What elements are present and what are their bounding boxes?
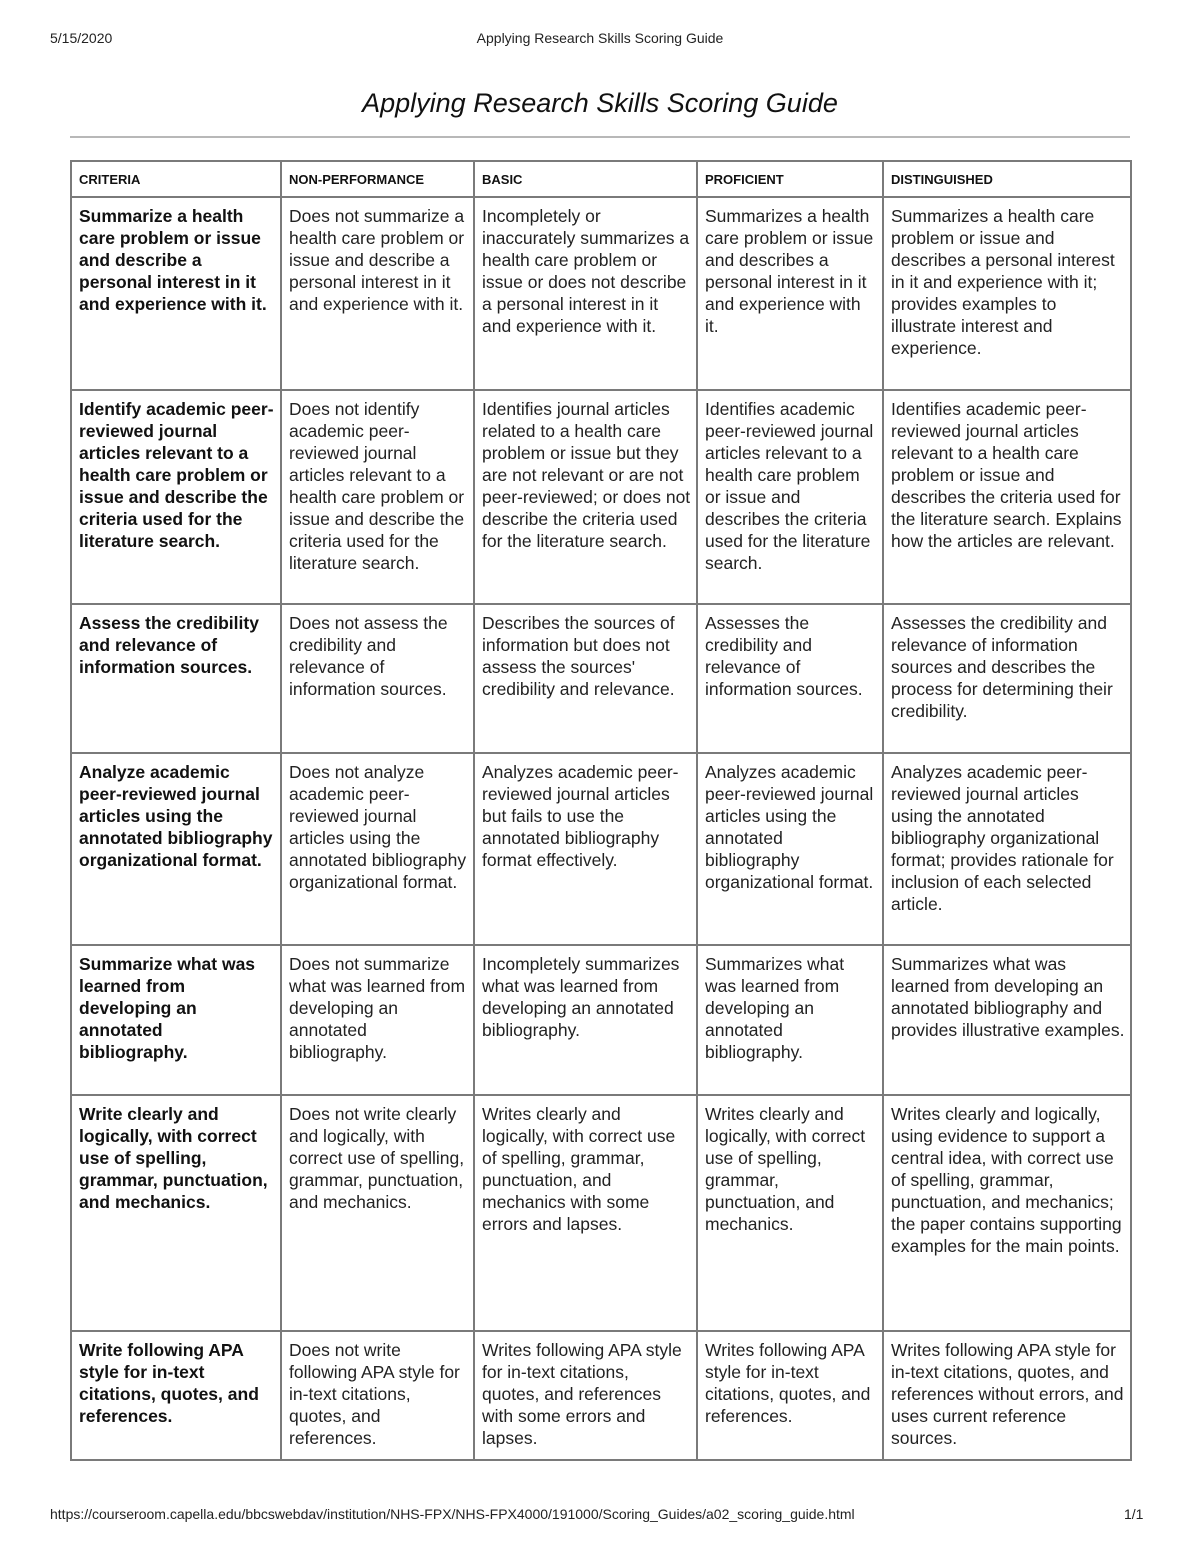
basic-cell: Incompletely summarizes what was learned from developing an annotated bibliography. (474, 945, 697, 1095)
non-performance-cell: Does not summarize a health care problem or issue and describe a personal interest in it and experience with it. (281, 197, 474, 390)
page-title: Applying Research Skills Scoring Guide (362, 88, 838, 118)
column-header-proficient: PROFICIENT (697, 161, 883, 197)
non-performance-cell: Does not analyze academic peer-reviewed journal articles using the annotated bibliography organizational format. (281, 753, 474, 945)
table-row (71, 1095, 1131, 1331)
table-row (71, 390, 1131, 604)
proficient-cell: Summarizes a health care problem or issue and describes a personal interest in it and experience with it. (697, 197, 883, 390)
criteria-cell: Identify academic peer-reviewed journal articles relevant to a health care problem or issue and describe the criteria used for the literature search. (71, 390, 281, 604)
table-row (71, 604, 1131, 753)
title-divider (70, 136, 1130, 138)
criteria-cell: Assess the credibility and relevance of information sources. (71, 604, 281, 753)
proficient-cell: Identifies academic peer-reviewed journal articles relevant to a health care problem or issue and describes the criteria used for the literature search. (697, 390, 883, 604)
print-date: 5/15/2020 (50, 30, 113, 46)
proficient-cell: Writes clearly and logically, with correct use of spelling, grammar, punctuation, and mechanics. (697, 1095, 883, 1331)
non-performance-cell: Does not identify academic peer-reviewed journal articles relevant to a health care problem or issue and describe the criteria used for the literature search. (281, 390, 474, 604)
basic-cell: Writes following APA style for in-text citations, quotes, and references with some errors and lapses. (474, 1331, 697, 1460)
column-header-basic: BASIC (474, 161, 697, 197)
print-footer-url: https://courseroom.capella.edu/bbcswebdav/institution/NHS-FPX/NHS-FPX4000/191000/Scoring_Guides/a02_scoring_guide.html (50, 1506, 855, 1522)
distinguished-cell: Analyzes academic peer-reviewed journal articles using the annotated bibliography organizational format; provides rationale for inclusion of each selected article. (883, 753, 1131, 945)
basic-cell: Writes clearly and logically, with correct use of spelling, grammar, punctuation, and mechanics with some errors and lapses. (474, 1095, 697, 1331)
table-row (71, 753, 1131, 945)
basic-cell: Analyzes academic peer-reviewed journal articles but fails to use the annotated bibliography format effectively. (474, 753, 697, 945)
table-row (71, 945, 1131, 1095)
criteria-cell: Summarize a health care problem or issue and describe a personal interest in it and experience with it. (71, 197, 281, 390)
non-performance-cell: Does not assess the credibility and relevance of information sources. (281, 604, 474, 753)
proficient-cell: Assesses the credibility and relevance of information sources. (697, 604, 883, 753)
criteria-cell: Summarize what was learned from developing an annotated bibliography. (71, 945, 281, 1095)
column-header-distinguished: DISTINGUISHED (883, 161, 1131, 197)
table-header-row (71, 161, 1131, 197)
distinguished-cell: Summarizes a health care problem or issue and describes a personal interest in it and experience with it; provides examples to illustrate interest and experience. (883, 197, 1131, 390)
scoring-guide-table (70, 160, 1132, 1461)
non-performance-cell: Does not write clearly and logically, with correct use of spelling, grammar, punctuation, and mechanics. (281, 1095, 474, 1331)
distinguished-cell: Writes clearly and logically, using evidence to support a central idea, with correct use of spelling, grammar, punctuation, and mechanics; the paper contains supporting examples for the main points. (883, 1095, 1131, 1331)
criteria-cell: Write following APA style for in-text citations, quotes, and references. (71, 1331, 281, 1460)
proficient-cell: Analyzes academic peer-reviewed journal articles using the annotated bibliography organizational format. (697, 753, 883, 945)
distinguished-cell: Assesses the credibility and relevance of information sources and describes the process for determining their credibility. (883, 604, 1131, 753)
table-row (71, 197, 1131, 390)
criteria-cell: Analyze academic peer-reviewed journal articles using the annotated bibliography organizational format. (71, 753, 281, 945)
distinguished-cell: Writes following APA style for in-text citations, quotes, and references without errors, and uses current reference sources. (883, 1331, 1131, 1460)
basic-cell: Incompletely or inaccurately summarizes a health care problem or issue or does not describe a personal interest in it and experience with it. (474, 197, 697, 390)
distinguished-cell: Summarizes what was learned from developing an annotated bibliography and provides illustrative examples. (883, 945, 1131, 1095)
page-number: 1/1 (1124, 1506, 1144, 1522)
basic-cell: Identifies journal articles related to a health care problem or issue but they are not relevant or are not peer-reviewed; or does not describe the criteria used for the literature search. (474, 390, 697, 604)
proficient-cell: Writes following APA style for in-text citations, quotes, and references. (697, 1331, 883, 1460)
non-performance-cell: Does not write following APA style for in-text citations, quotes, and references. (281, 1331, 474, 1460)
column-header-criteria: CRITERIA (71, 161, 281, 197)
non-performance-cell: Does not summarize what was learned from developing an annotated bibliography. (281, 945, 474, 1095)
basic-cell: Describes the sources of information but does not assess the sources' credibility and relevance. (474, 604, 697, 753)
proficient-cell: Summarizes what was learned from developing an annotated bibliography. (697, 945, 883, 1095)
column-header-non-performance: NON-PERFORMANCE (281, 161, 474, 197)
criteria-cell: Write clearly and logically, with correct use of spelling, grammar, punctuation, and mechanics. (71, 1095, 281, 1331)
print-header-title: Applying Research Skills Scoring Guide (476, 30, 724, 46)
table-row (71, 1331, 1131, 1460)
distinguished-cell: Identifies academic peer-reviewed journal articles relevant to a health care problem or issue and describes the criteria used for the literature search. Explains how the articles are relevant. (883, 390, 1131, 604)
